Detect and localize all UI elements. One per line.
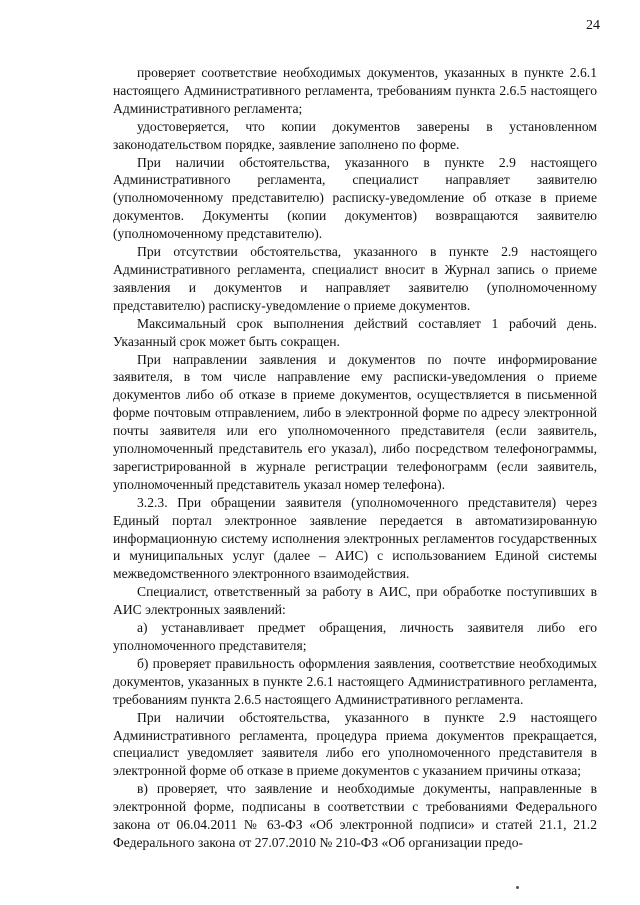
paragraph-2: удостоверяется, что копии документов заверены в установленном законодательством порядке, заявление заполнено по форме. bbox=[113, 118, 597, 152]
paragraph-5: Максимальный срок выполнения действий составляет 1 рабочий день. Указанный срок может быть сокращен. bbox=[113, 315, 597, 349]
paragraph-4: При отсутствии обстоятельства, указанного в пункте 2.9 настоящего Административного регламента, специалист вносит в Журнал запись о приеме заявления и документов и направляет заявителю (уполномоченному представителю) расписку-уведомление о приеме документов. bbox=[113, 244, 597, 313]
scan-speck bbox=[516, 886, 519, 889]
paragraph-11: При наличии обстоятельства, указанного в пункте 2.9 настоящего Административного регламента, процедура приема документов прекращается, специалист уведомляет заявителя либо его уполномоченного представителя в электронной форме об отказе в приеме документов с указанием причины отказа; bbox=[113, 709, 597, 779]
paragraph-12: в) проверяет, что заявление и необходимые документы, направленные в электронной форме, подписаны в соответствии с требованиями Федерального закона от 06.04.2011 № 63-ФЗ «Об электронной подписи» и статей 21.1, 21.2 Федерального закона от 27.07.2010 № 210-ФЗ «Об организации предо- bbox=[113, 781, 597, 850]
paragraph-6: При направлении заявления и документов по почте информирование заявителя, в том числе направление ему расписки-уведомления о приеме документов либо об отказе в приеме документов, осуществляется в письменной форме почтовым отправлением, либо в электронной форме по адресу электронной почты заявителя или его уполномоченного представителя (если заявитель, уполномоченный представитель его указал), либо посредством телефонограммы, зарегистрированной в журнале регистрации телефонограмм (если заявитель, уполномоченный представитель указал номер телефона). bbox=[113, 351, 597, 492]
paragraph-9: а) устанавливает предмет обращения, личность заявителя либо его уполномоченного представителя; bbox=[113, 620, 597, 653]
paragraph-10: б) проверяет правильность оформления заявления, соответствие необходимых документов, указанных в пункте 2.6.1 настоящего Административного регламента, требованиям пункта 2.6.5 настоящего Административного регламента. bbox=[113, 655, 597, 707]
document-body bbox=[113, 64, 597, 852]
paragraph-1: проверяет соответствие необходимых документов, указанных в пункте 2.6.1 настоящего Административного регламента, требованиям пункта 2.6.5 настоящего Административного регламента; bbox=[113, 65, 597, 116]
paragraph-3: При наличии обстоятельства, указанного в пункте 2.9 настоящего Административного регламента, специалист направляет заявителю (уполномоченному представителю) расписку-уведомление об отказе в приеме документов. Документы (копии документов) возвращаются заявителю (уполномоченному представителю). bbox=[113, 154, 597, 242]
paragraph-7: 3.2.3. При обращении заявителя (уполномоченного представителя) через Единый портал электронное заявление передается в автоматизированную информационную систему исполнения электронных регламентов государственных и муниципальных услуг (далее – АИС) с использованием Единой системы межведомственного электронного взаимодействия. bbox=[113, 494, 597, 582]
paragraph-8: Специалист, ответственный за работу в АИС, при обработке поступивших в АИС электронных заявлений: bbox=[113, 584, 597, 618]
page-number: 24 bbox=[586, 18, 600, 33]
